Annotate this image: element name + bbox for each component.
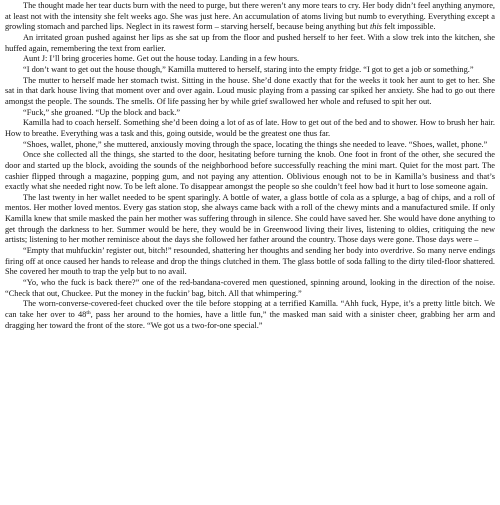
paragraph: The last twenty in her wallet needed to be spent sparingly. A bottle of water, a glass bottle of cola as a splurge, a bag of chips, and a roll of mentos. Her mother loved mentos. Every gas station stop, she always came back with a roll of the chewy mints and a manufactured smile. If only Kamilla knew that smile masked the pain her mother was suffering through in silence. She could have saved her. She would have done anything to get through the darkness to her. Summer would be here, they would be in Greenwood living their lives, listening to oldies, critiquing the new artists; listening to her mother reminisce about the days she followed her father around the country. Those days were gone. Those days were – <box>5 192 495 245</box>
paragraph: “Shoes, wallet, phone,” she muttered, anxiously moving through the space, locating the things she needed to leave. “Shoes, wallet, phone.” <box>23 139 488 149</box>
paragraph-italic: this <box>369 22 383 32</box>
paragraph: “Fuck,” she groaned. “Up the block and back.” <box>23 107 181 117</box>
paragraph: “Yo, who the fuck is back there?” one of the red-bandana-covered men questioned, spinning around, looking in the direction of the noise. “Check that out, Chuckee. Put the money in the fuckin’ bag, bitch. All that whimpering.” <box>5 278 495 298</box>
ordinal-superscript: th <box>86 310 91 317</box>
paragraph: “Empty that muhfuckin’ register out, bitch!” resounded, shattering her thoughts and sending her body into overdrive. So many nerve endings firing off at once caused her hands to release and drop the things clutched in them. The glass bottle of soda falling to the dirty tiled-floor shattered. She covered her mouth to trap the yelp but to no avail. <box>5 246 495 277</box>
paragraph: Kamilla had to coach herself. Something she’d been doing a lot of as of late. How to get out of the bed and to shower. How to brush her hair. How to breathe. Everything was a task and this, going outside, would be the greatest one thus far. <box>5 118 495 138</box>
paragraph-text: felt impossible. <box>382 22 436 32</box>
paragraph: An irritated groan pushed against her lips as she sat up from the floor and pushed herself to her feet. With a slow trek into the kitchen, she huffed again, remembering the text from earlier. <box>5 32 495 53</box>
paragraph-text: The worn-converse-covered-feet chucked over the tile before stopping at a terrified Kamilla. “Ahh fuck, Hype, it’s a pretty little bitch. We can take her over to 48 <box>5 299 495 320</box>
paragraph: Aunt J: I’ll bring groceries home. Get out the house today. Landing in a few hours. <box>23 54 300 64</box>
paragraph: Once she collected all the things, she started to the door, hesitating before turning the knob. One foot in front of the other, she secured the door and started up the block, avoiding the sounds of the neighborhood before successfully reaching the mini mart. Quiet for the most part. The cashier flipped through a magazine, popping gum, and not paying any attention. Oblivious enough not to be in Kamilla’s business and that’s exactly what she needed right now. To be left alone. To disappear amongst the people so she couldn’t feel how bad it hurt to lose someone again. <box>5 150 495 192</box>
paragraph-text: The thought made her tear ducts burn with the need to purge, but there weren’t any more tears to cry. Her body didn’t feel anything anymore, at least not with the intensity she felt weeks ago. She was just here. An accumulation of atoms living but numb to everything. Everything except a growling stomach and parched lips. Neglect in its rawest form – starving herself, because being anything but <box>5 1 495 32</box>
paragraph-text: , pass her around to the homies, have a little fun,” the masked man said with a sinister cheer, grabbing her arm and dragging her toward the front of the store. “We got us a two-for-one special.” <box>5 310 495 330</box>
paragraph: “I don’t want to get out the house though,” Kamilla muttered to herself, staring into the empty fridge. “I got to get a job or something.” <box>23 64 474 74</box>
paragraph <box>5 299 495 331</box>
paragraph: The mutter to herself made her stomach twist. Sitting in the house. She’d done exactly that for the weeks it took her aunt to get to her. She sat in that dark house living that moment over and over again. Loud music playing from a passing car spiked her anxiety. She had to go out there amongst the people. The sounds. The smells. Of life passing her by while grief swallowed her whole and refused to spit her out. <box>5 75 495 106</box>
paragraph <box>5 1 495 33</box>
